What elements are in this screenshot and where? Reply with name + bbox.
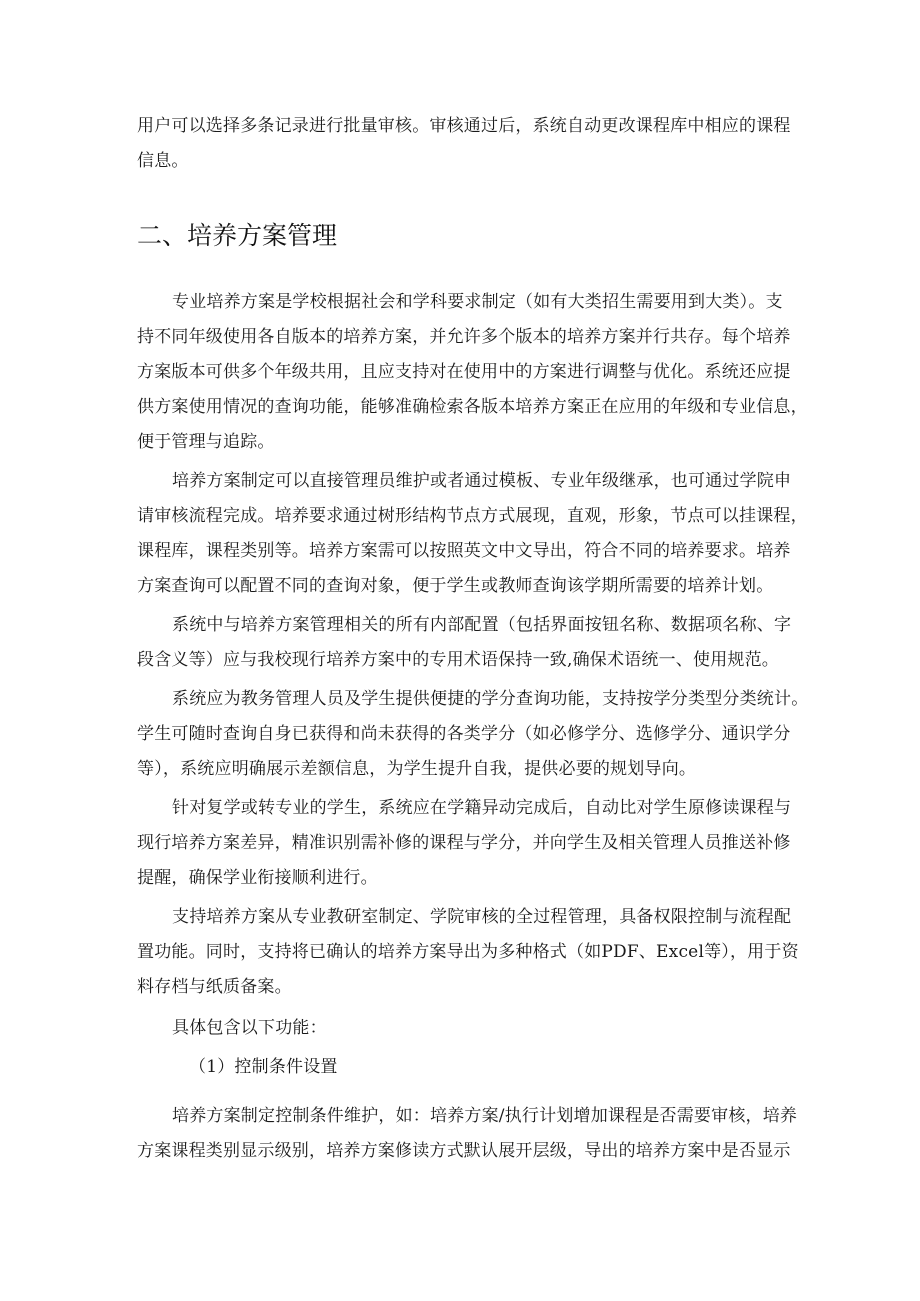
paragraph-line: 置功能。同时，支持将已确认的培养方案导出为多种格式（如PDF、Excel等），用于资 (137, 942, 799, 962)
paragraph-line: 学生可随时查询自身已获得和尚未获得的各类学分（如必修学分、选修学分、通识学分 (137, 724, 791, 744)
intro-line: 用户可以选择多条记录进行批量审核。审核通过后，系统自动更改课程库中相应的课程 (137, 116, 791, 136)
paragraph-line: 系统应为教务管理人员及学生提供便捷的学分查询功能，支持按学分类型分类统计。 (172, 689, 809, 709)
paragraph-line: 针对复学或转专业的学生，系统应在学籍异动完成后，自动比对学生原修读课程与 (172, 798, 792, 818)
paragraph-line: 具体包含以下功能： (172, 1018, 327, 1038)
paragraph-line: 课程库，课程类别等。培养方案需可以按照英文中文导出，符合不同的培养要求。培养 (137, 541, 791, 561)
section-heading: 二、培养方案管理 (137, 221, 338, 250)
paragraph-line: 等），系统应明确展示差额信息，为学生提升自我，提供必要的规划导向。 (137, 759, 697, 779)
paragraph-line: 系统中与培养方案管理相关的所有内部配置（包括界面按钮名称、数据项名称、字 (172, 615, 792, 635)
paragraph-line: 培养方案制定控制条件维护，如：培养方案/执行计划增加课程是否需要审核，培养 (172, 1106, 798, 1126)
paragraph-line: 段含义等）应与我校现行培养方案中的专用术语保持一致,确保术语统一、使用规范。 (137, 650, 780, 670)
paragraph-line: 请审核流程完成。培养要求通过树形结构节点方式展现，直观，形象，节点可以挂课程， (137, 506, 808, 526)
subsection-heading: （1）控制条件设置 (189, 1057, 338, 1077)
paragraph-line: 便于管理与追踪。 (137, 432, 275, 452)
paragraph-line: 专业培养方案是学校根据社会和学科要求制定（如有大类招生需要用到大类）。支 (172, 292, 783, 312)
paragraph-line: 方案版本可供多个年级共用，且应支持对在使用中的方案进行调整与优化。系统还应提 (137, 362, 791, 382)
paragraph-line: 持不同年级使用各自版本的培养方案，并允许多个版本的培养方案并行共存。每个培养 (137, 327, 791, 347)
intro-line: 信息。 (137, 151, 189, 171)
paragraph-line: 现行培养方案差异，精准识别需补修的课程与学分，并向学生及相关管理人员推送补修 (137, 833, 791, 853)
paragraph-line: 提醒，确保学业衔接顺利进行。 (137, 868, 378, 888)
paragraph-line: 支持培养方案从专业教研室制定、学院审核的全过程管理，具备权限控制与流程配 (172, 907, 792, 927)
paragraph-line: 供方案使用情况的查询功能，能够准确检索各版本培养方案正在应用的年级和专业信息， (137, 397, 808, 417)
paragraph-line: 培养方案制定可以直接管理员维护或者通过模板、专业年级继承，也可通过学院申 (172, 471, 792, 491)
paragraph-line: 料存档与纸质备案。 (137, 977, 292, 997)
paragraph-line: 方案查询可以配置不同的查询对象，便于学生或教师查询该学期所需要的培养计划。 (137, 576, 774, 596)
paragraph-line: 方案课程类别显示级别，培养方案修读方式默认展开层级，导出的培养方案中是否显示 (137, 1141, 791, 1161)
